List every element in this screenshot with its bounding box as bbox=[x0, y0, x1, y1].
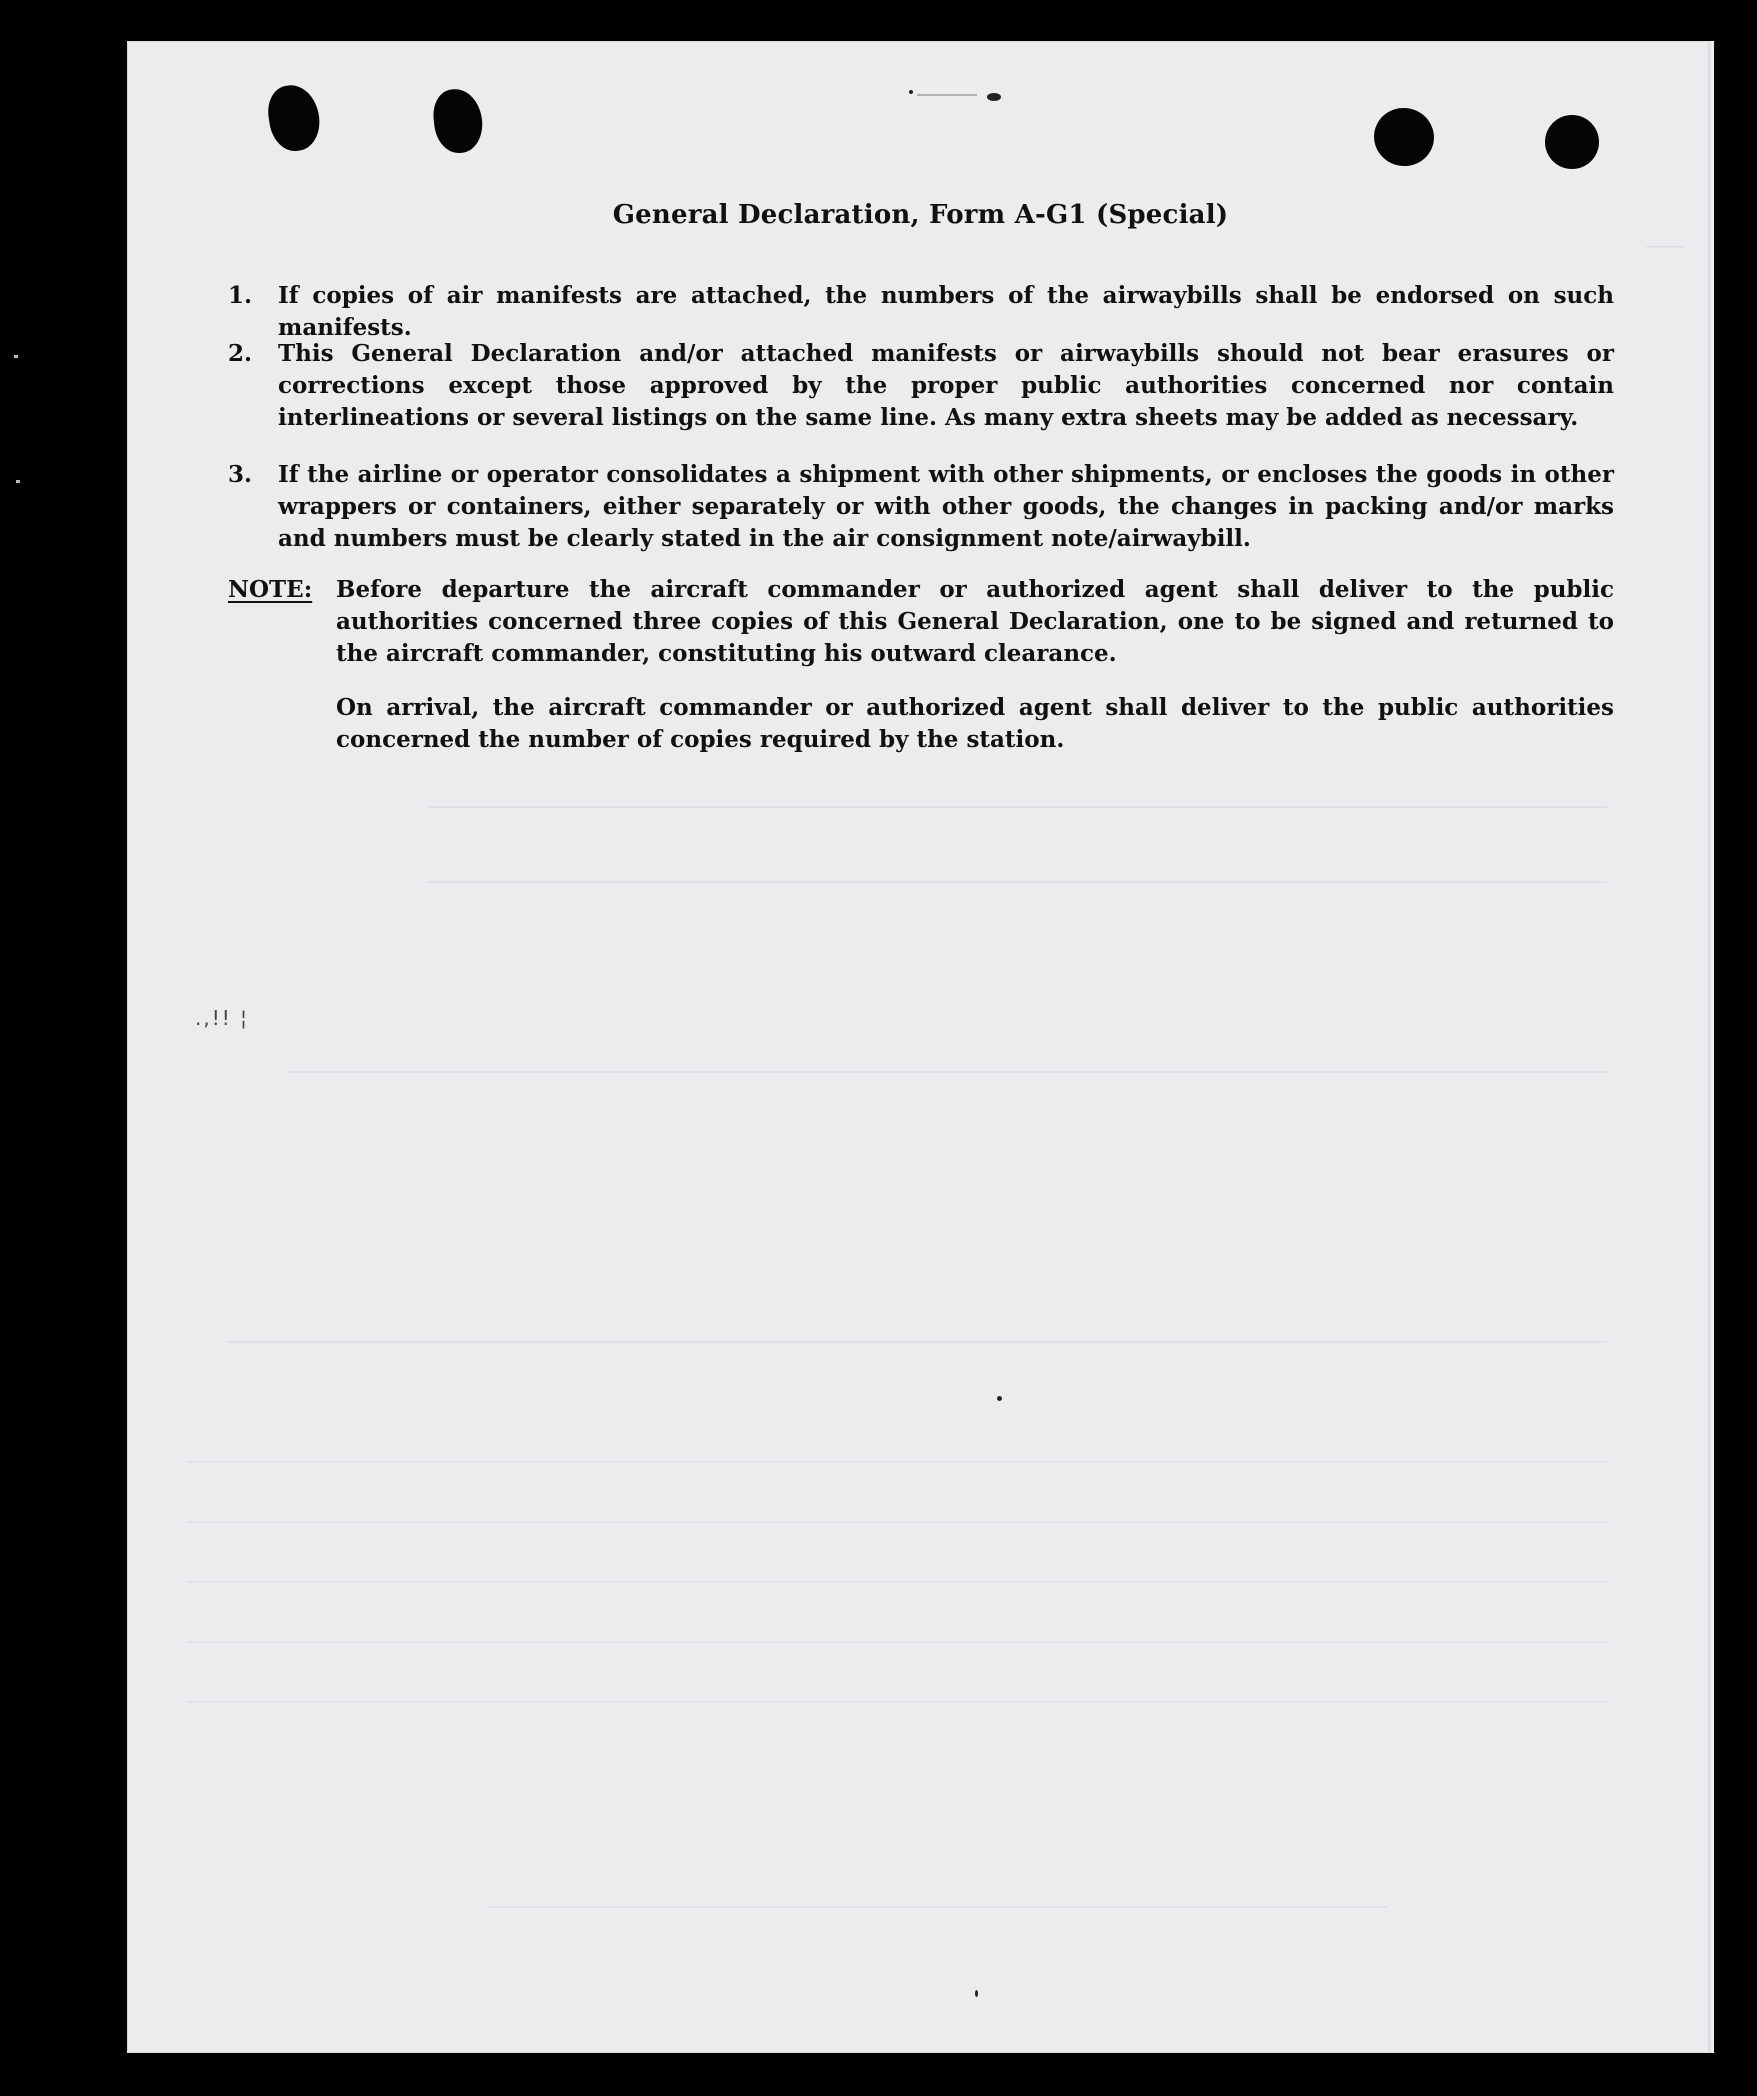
bleed-through-line bbox=[187, 1581, 1607, 1583]
form-title: General Declaration, Form A-G1 (Special) bbox=[612, 200, 1229, 230]
instruction-item bbox=[228, 459, 1614, 555]
item-text: This General Declaration and/or attached manifests or airwaybills should not bear erasures or corrections except those approved by the proper public authorities concerned nor contain interlineations or several listings on the same line. As many extra sheets may be added as necessary. bbox=[278, 340, 1614, 431]
scan-speck bbox=[16, 480, 20, 483]
bleed-through-line bbox=[187, 1701, 1607, 1703]
note-paragraph-2: On arrival, the aircraft commander or authorized agent shall deliver to the public authorities concerned the number of copies required by the station. bbox=[336, 694, 1614, 753]
item-number: 2. bbox=[228, 340, 253, 367]
punch-hole bbox=[1369, 102, 1440, 171]
bleed-through-line bbox=[487, 1906, 1387, 1908]
instruction-item bbox=[228, 338, 1614, 434]
item-number: 1. bbox=[228, 282, 253, 309]
item-text: If copies of air manifests are attached, the numbers of the airwaybills shall be endorsed on such manifests. bbox=[278, 282, 1614, 341]
scan-speck bbox=[997, 1396, 1002, 1401]
note-label: NOTE: bbox=[228, 576, 313, 603]
punch-hole bbox=[431, 87, 485, 156]
note-paragraph-1: Before departure the aircraft commander or authorized agent shall deliver to the public authorities concerned three copies of this General Declaration, one to be signed and returned to the aircraft commander, constituting his outward clearance. bbox=[336, 576, 1614, 667]
bleed-through-line bbox=[287, 1071, 1607, 1073]
instruction-item bbox=[228, 280, 1614, 344]
bleed-through: ——— bbox=[1647, 236, 1687, 259]
punch-hole bbox=[1545, 115, 1599, 169]
scan-speck bbox=[909, 90, 913, 94]
item-text: If the airline or operator consolidates a shipment with other shipments, or encloses the goods in other wrappers or containers, either separately or with other goods, the changes in packing and/or marks and numbers must be clearly stated in the air consignment note/airwaybill. bbox=[278, 461, 1614, 552]
margin-mark: .,!! ¦ bbox=[195, 1006, 249, 1030]
scan-speck bbox=[14, 355, 18, 358]
punch-hole bbox=[265, 82, 324, 154]
bleed-through-line bbox=[227, 1341, 1607, 1343]
item-number: 3. bbox=[228, 461, 253, 488]
scan-artifact bbox=[917, 94, 977, 96]
bleed-through-line bbox=[187, 1641, 1607, 1643]
bleed-through-line bbox=[187, 1521, 1607, 1523]
note-block bbox=[228, 574, 1614, 670]
scan-speck bbox=[987, 93, 1001, 101]
document-page bbox=[127, 41, 1714, 2053]
bleed-through-line bbox=[427, 806, 1607, 808]
bleed-through-line bbox=[187, 1461, 1607, 1463]
bleed-through-line bbox=[427, 881, 1607, 883]
page-edge bbox=[1708, 41, 1714, 2053]
scan-speck bbox=[975, 1990, 978, 1997]
